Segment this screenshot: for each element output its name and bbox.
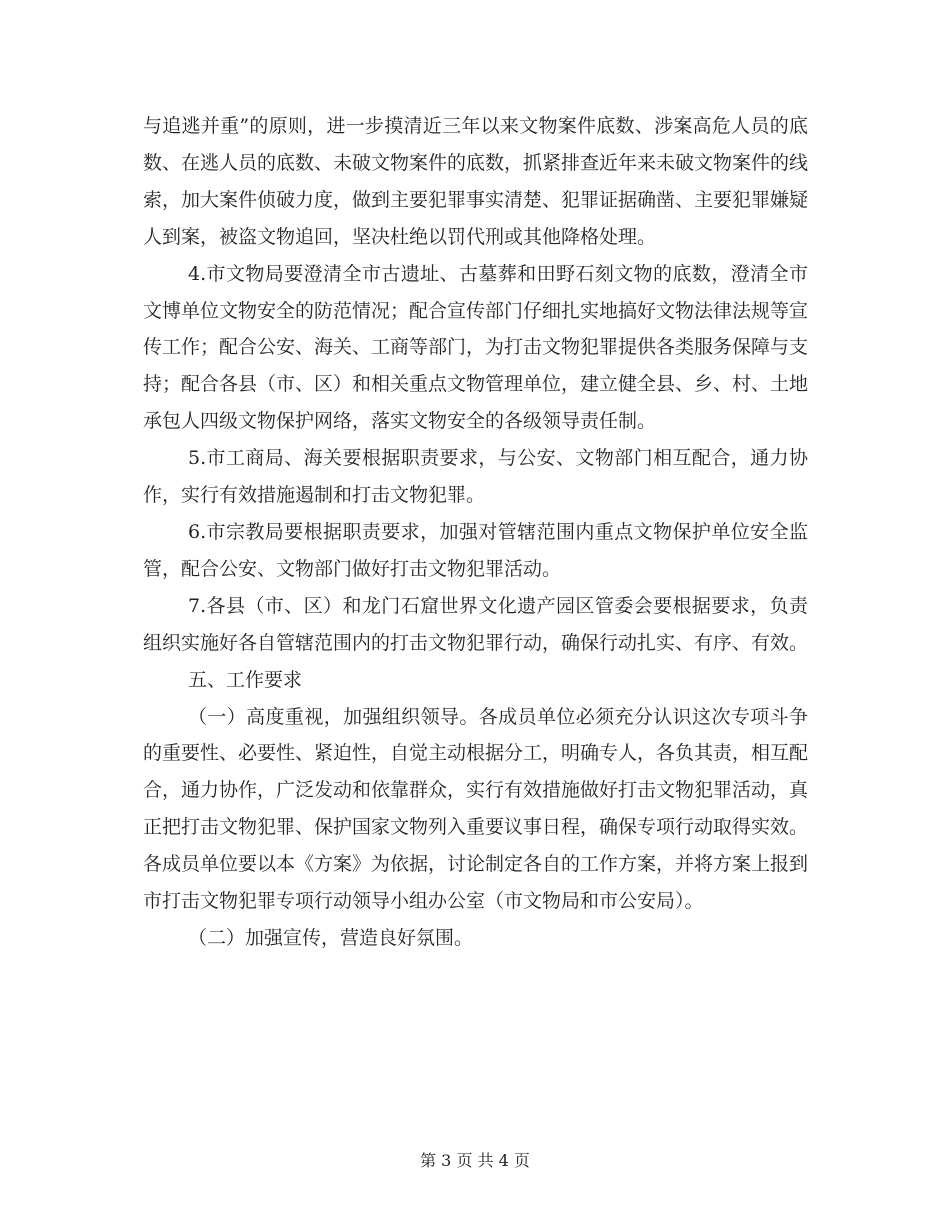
document-body	[143, 108, 808, 957]
paragraph-requirement-1: （一）高度重视，加强组织领导。各成员单位必须充分认识这次专项斗争的重要性、必要性、紧迫性，自觉主动根据分工，明确专人，各负其责，相互配合，通力协作，广泛发动和依靠群众，实行有效措施做好打击文物犯罪活动，真正把打击文物犯罪、保护国家文物列入重要议事日程，确保专项行动取得实效。各成员单位要以本《方案》为依据，讨论制定各自的工作方案，并将方案上报到市打击文物犯罪专项行动领导小组办公室（市文物局和市公安局）。	[143, 705, 809, 913]
paragraph-item-6: 6.市宗教局要根据职责要求，加强对管辖范围内重点文物保护单位安全监管，配合公安、文物部门做好打击文物犯罪活动。	[143, 520, 808, 580]
paragraph-continuation: 与追逃并重”的原则，进一步摸清近三年以来文物案件底数、涉案高危人员的底数、在逃人员的底数、未破文物案件的底数，抓紧排查近年来未破文物案件的线索，加大案件侦破力度，做到主要犯罪事实清楚、犯罪证据确凿、主要犯罪嫌疑人到案，被盗文物追回，坚决杜绝以罚代刑或其他降格处理。	[143, 115, 809, 248]
section-heading-work-requirements: 五、工作要求	[188, 668, 303, 691]
paragraph-requirement-2: （二）加强宣传，营造良好氛围。	[188, 926, 474, 949]
paragraph-item-4: 4.市文物局要澄清全市古遗址、古墓葬和田野石刻文物的底数，澄清全市文博单位文物安全的防范情况；配合宣传部门仔细扎实地搞好文物法律法规等宣传工作；配合公安、海关、工商等部门，为打击文物犯罪提供各类服务保障与支持；配合各县（市、区）和相关重点文物管理单位，建立健全县、乡、村、土地承包人四级文物保护网络，落实文物安全的各级领导责任制。	[143, 262, 809, 433]
page-number-footer: 第 3 页 共 4 页	[420, 1151, 530, 1170]
paragraph-item-7: 7.各县（市、区）和龙门石窟世界文化遗产园区管委会要根据要求，负责组织实施好各自管辖范围内的打击文物犯罪行动，确保行动扎实、有序、有效。	[143, 594, 809, 654]
paragraph-item-5: 5.市工商局、海关要根据职责要求，与公安、文物部门相互配合，通力协作，实行有效措施遏制和打击文物犯罪。	[143, 447, 808, 507]
